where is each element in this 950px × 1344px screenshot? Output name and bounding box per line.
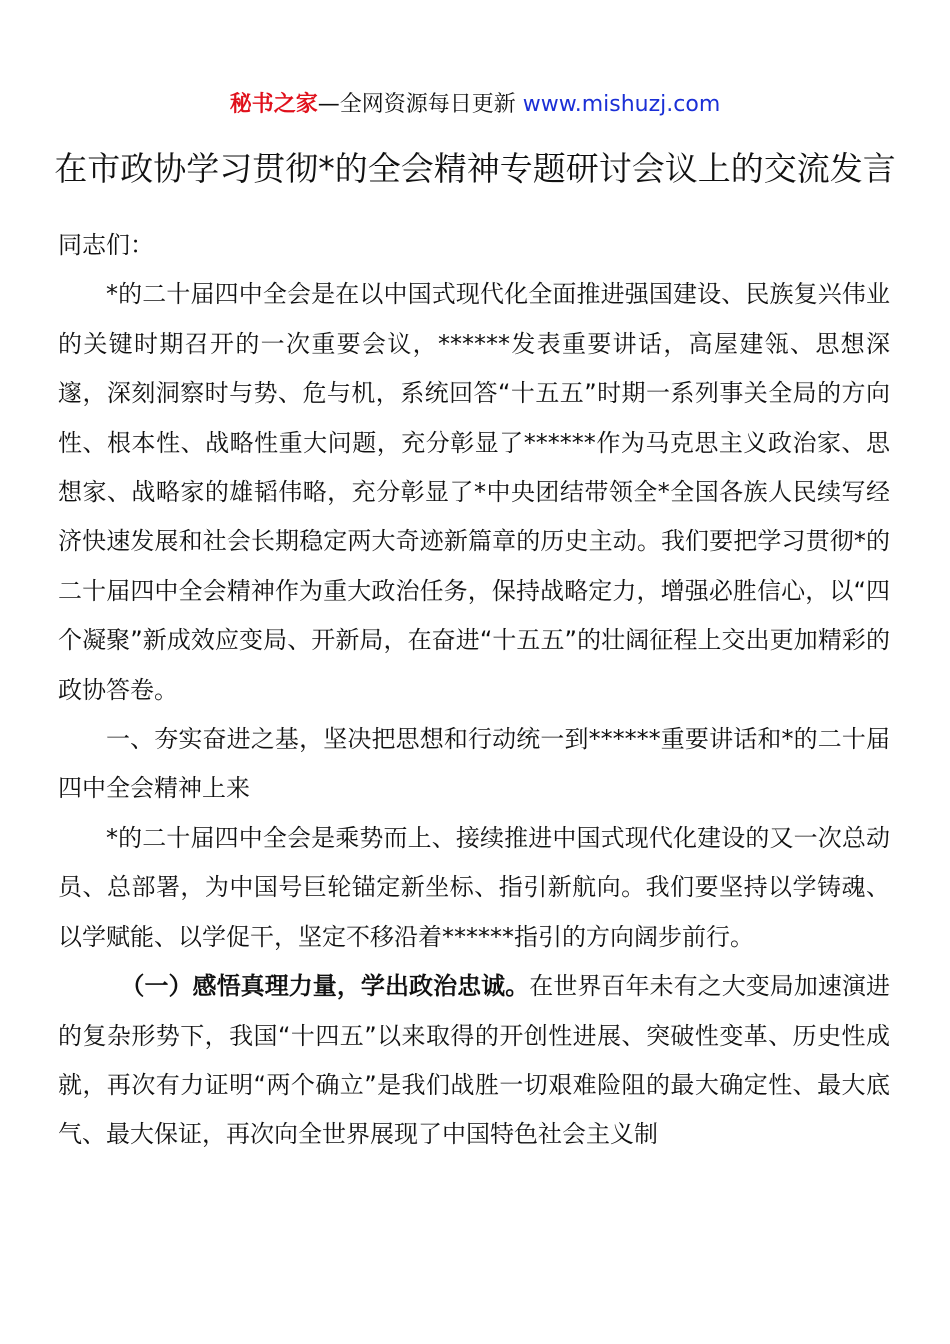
paragraph-section-1: *的二十届四中全会是乘势而上、接续推进中国式现代化建设的又一次总动员、总部署，为中国号巨轮锚定新坐标、指引新航向。我们要坚持以学铸魂、以学赋能、以学促干，坚定不移沿着******指引的方向阔步前行。 [58,823,890,951]
subsection-heading-1: （一）感悟真理力量，学出政治忠诚。 [120,972,530,1001]
section-heading-1: 一、夯实奋进之基，坚决把思想和行动统一到******重要讲话和*的二十届四中全会精神上来 [58,725,890,803]
document-body [58,221,890,1160]
site-url-link[interactable]: www.mishuzj.com [522,92,721,117]
paragraph-intro: *的二十届四中全会是在以中国式现代化全面推进强国建设、民族复兴伟业的关键时期召开的一次重要会议，******发表重要讲话，高屋建瓴、思想深邃，深刻洞察时与势、危与机，系统回答“十五五”时期一系列事关全局的方向性、根本性、战略性重大问题，充分彰显了******作为马克思主义政治家、思想家、战略家的雄韬伟略，充分彰显了*中央团结带领全*全国各族人民续写经济快速发展和社会长期稳定两大奇迹新篇章的历史主动。我们要把学习贯彻*的二十届四中全会精神作为重大政治任务，保持战略定力，增强必胜信心，以“四个凝聚”新成效应变局、开新局，在奋进“十五五”的壮阔征程上交出更加精彩的政协答卷。 [58,280,890,704]
subsection-paragraph-1 [58,962,890,1160]
site-header [0,88,950,122]
brand-name: 秘书之家 [229,92,318,117]
header-tagline: —全网资源每日更新 [317,92,523,117]
document-title: 在市政协学习贯彻*的全会精神专题研讨会议上的交流发言 [54,149,896,188]
subsection-text-1: 在世界百年未有之大变局加速演进的复杂形势下，我国“十四五”以来取得的开创性进展、突破性变革、历史性成就，再次有力证明“两个确立”是我们战胜一切艰难险阻的最大确定性、最大底气、最大保证，再次向全世界展现了中国特色社会主义制 [58,972,891,1149]
salutation: 同志们： [58,231,154,259]
